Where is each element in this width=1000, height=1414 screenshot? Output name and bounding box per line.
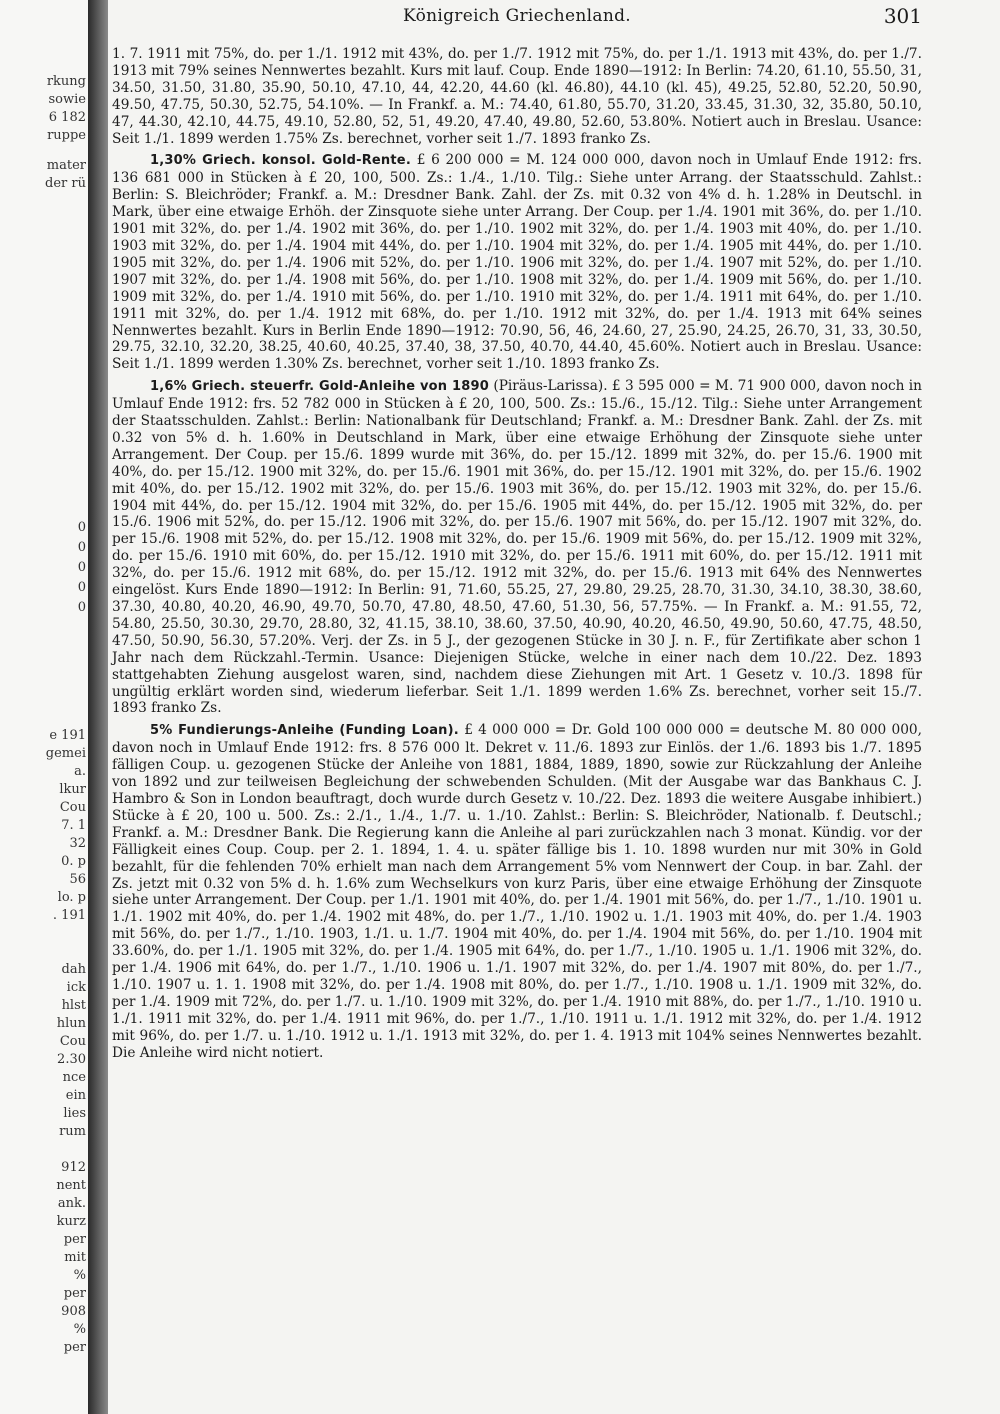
gutter-fragment: lies xyxy=(63,1106,86,1121)
entry-text: 1. 7. 1911 mit 75%, do. per 1./1. 1912 mit 43%, do. per 1./7. 1912 mit 75%, do. per 1./1. 1913 mit 43%, do. per 1./7. 1913 mit 79% seines Nennwertes bezahlt. Kurs mit lauf. Coup. Ende 1890—1912: In Berlin: 74.20, 61.10, 55.50, 31, 34.50, 31.50, 31.80, 35.90, 50.10, 47.10, 44, 42.20, 44.60 (kl. 46.80), 44.10 (kl. 45), 49.25, 52.80, 52.20, 50.90, 49.50, 47.75, 50.30, 52.75, 54.10%. — In Frankf. a. M.: 74.40, 61.80, 55.70, 31.20, 33.45, 31.30, 32, 35.80, 50.10, 47, 44.30, 42.10, 44.75, 49.10, 52.80, 52, 51, 49.20, 47.40, 49.80, 52.60, 53.80%. Notiert auch in Breslau. Usance: Seit 1./1. 1899 werden 1.75% Zs. berechnet, vorher seit 1./7. 1893 franko Zs. xyxy=(112,46,922,147)
gutter-fragment: 7. 1 xyxy=(61,818,86,833)
gutter-fragment: Cou xyxy=(59,800,86,815)
gutter-fragment: kurz xyxy=(56,1214,86,1229)
gutter-fragment: 0 xyxy=(77,560,86,575)
gutter-fragment: Cou xyxy=(59,1034,86,1049)
entry-loan-continuation xyxy=(112,46,922,147)
gutter-fragment: 912 xyxy=(61,1160,86,1175)
entry-text: (Piräus-Larissa). £ 3 595 000 = M. 71 900 000, davon noch in Umlauf Ende 1912: frs. 52 782 000 in Stücken à £ 20, 100, 500. Zs.: 15./6., 15./12. Tilg.: Siehe unter Arrangement der Staatsschulden. Zahlst.: Berlin: Nationalbank für Deutschland; Frankf. a. M.: Dresdner Bank. Zahl. der Zs. mit 0.32 von 5% d. h. 1.60% in Deutschland in Mark, über eine etwaige Erhöhung der Zinsquote siehe unter Arrangement. Der Coup. per 15./6. 1899 wurde mit 36%, do. per 15./12. 1899 mit 32%, do. per 15./6. 1900 mit 40%, do. per 15./12. 1900 mit 32%, do. per 15./6. 1901 mit 36%, do. per 15./12. 1901 mit 32%, do. per 15./6. 1902 mit 40%, do. per 15./12. 1902 mit 32%, do. per 15./6. 1903 mit 36%, do. per 15./12. 1903 mit 32%, do. per 15./6. 1904 mit 44%, do. per 15./12. 1904 mit 32%, do. per 15./6. 1905 mit 44%, do. per 15./12. 1905 mit 32%, do. per 15./6. 1906 mit 52%, do. per 15./12. 1906 mit 32%, do. per 15./6. 1907 mit 56%, do. per 15./12. 1907 mit 32%, do. per 15./6. 1908 mit 52%, do. per 15./12. 1908 mit 32%, do. per 15./6. 1909 mit 56%, do. per 15./12. 1909 mit 32%, do. per 15./6. 1910 mit 60%, do. per 15./12. 1910 mit 32%, do. per 15./6. 1911 mit 60%, do. per 15./12. 1911 mit 32%, do. per 15./6. 1912 mit 68%, do. per 15./12. 1912 mit 32%, do. per 15./6. 1913 mit 64% des Nennwertes eingelöst. Kurs Ende 1890—1912: In Berlin: 91, 71.60, 55.25, 27, 29.80, 29.25, 28.70, 31.30, 34.10, 38.30, 38.60, 37.30, 40.80, 40.20, 46.90, 49.70, 50.70, 47.80, 48.50, 47.60, 51.30, 56, 57.75%. — In Frankf. a. M.: 91.55, 72, 54.80, 25.50, 30.30, 29.70, 28.80, 32, 41.15, 38.10, 38.60, 37.50, 40.90, 40.20, 46.50, 49.90, 50.60, 47.75, 48.50, 47.50, 50.90, 56.30, 57.20%. Verj. der Zs. in 5 J., der gezogenen Stücke in 30 J. n. F., für Zertifikate aber schon 1 Jahr nach dem Rückzahl.-Termin. Usance: Diejenigen Stücke, welche in einer nach dem 10./22. Dez. 1893 stattgehabten Ziehung ausgelost waren, sind, nachdem diese Ziehungen mit Art. 1 Gesetz v. 10./3. 1898 für ungültig erklärt worden sind, wiederum lieferbar. Seit 1./1. 1899 werden 1.6% Zs. berechnet, vorher seit 15./7. 1893 franko Zs. xyxy=(112,378,923,717)
gutter-fragment: 0 xyxy=(77,580,86,595)
gutter-fragment: 2.30 xyxy=(57,1052,86,1067)
entry-konsol-gold-rente xyxy=(112,152,922,373)
entry-title: 1,30% Griech. konsol. Gold-Rente. xyxy=(150,153,411,169)
entry-funding-loan xyxy=(112,722,922,1061)
entry-title: 5% Fundierungs-Anleihe (Funding Loan). xyxy=(150,723,459,739)
gutter-fragment: der rü xyxy=(45,176,86,191)
entry-text: £ 4 000 000 = Dr. Gold 100 000 000 = deutsche M. 80 000 000, davon noch in Umlauf Ende 1912: frs. 8 576 000 lt. Dekret v. 11./6. 1893 zur Einlös. der 1./6. 1893 bis 1./7. 1895 fälligen Coup. u. gezogenen Stücke der Anleihe von 1881, 1884, 1889, 1890, sowie zur Rückzahlung der Anleihe von 1892 und zur teilweisen Begleichung der schwebenden Schulden. (Mit der Ausgabe war das Bankhaus C. J. Hambro & Son in London beauftragt, doch wurde durch Gesetz v. 10./22. Dez. 1893 die weitere Ausgabe inhibiert.) Stücke à £ 20, 100 u. 500. Zs.: 2./1., 1./4., 1./7. u. 1./10. Zahlst.: Berlin: S. Bleichröder, Nationalb. f. Deutschl.; Frankf. a. M.: Dresdner Bank. Die Regierung kann die Anleihe al pari zurückzahlen nach 3 monat. Kündig. vor der Fälligkeit eines Coup. Coup. per 2. 1. 1894, 1. 4. u. später fällige bis 1. 10. 1898 wurden nur mit 30% in Gold bezahlt, für die fehlenden 70% erhielt man nach dem Arrangement 5% vom Nennwert der Coup. in bar. Zahl. der Zs. jetzt mit 0.32 von 5% d. h. 1.6% zum Wechselkurs von kurz Paris, über eine etwaige Erhöhung der Zinsquote siehe unter Arrangement. Der Coup. per 1./1. 1901 mit 40%, do. per 1./4. 1901 mit 56%, do. per 1./7., 1./10. 1901 u. 1./1. 1902 mit 40%, do. per 1./4. 1902 mit 48%, do. per 1./7., 1./10. 1902 u. 1./1. 1903 mit 40%, do. per 1./4. 1903 mit 56%, do. per 1./7., 1./10. 1903, 1./1. u. 1./7. 1904 mit 40%, do. per 1./4. 1904 mit 56%, do. per 1./10. 1904 mit 33.60%, do. per 1./1. 1905 mit 32%, do. per 1./4. 1905 mit 64%, do. per 1./7., 1./10. 1905 u. 1./1. 1906 mit 32%, do. per 1./4. 1906 mit 64%, do. per 1./7., 1./10. 1906 u. 1./1. 1907 mit 32%, do. per 1./4. 1907 mit 80%, do. per 1./7., 1./10. 1907 u. 1. 1. 1908 mit 32%, do. per 1./4. 1908 mit 80%, do. per 1./7., 1./10. 1908 u. 1./1. 1909 mit 32%, do. per 1./4. 1909 mit 72%, do. per 1./7. u. 1./10. 1909 mit 32%, do. per 1./4. 1910 mit 88%, do. per 1./7., 1./10. 1910 u. 1./1. 1911 mit 32%, do. per 1./4. 1911 mit 96%, do. per 1./7., 1./10. 1911 u. 1./1. 1912 mit 32%, do. per 1./4. 1912 mit 96%, do. per 1./7. u. 1./10. 1912 u. 1./1. 1913 mit 32%, do. per 1. 4. 1913 mit 104% seines Nennwertes bezahlt. Die Anleihe wird nicht notiert. xyxy=(112,722,922,1061)
page-content xyxy=(112,46,922,1066)
gutter-fragment: . 191 xyxy=(52,908,86,923)
gutter-fragment: per xyxy=(63,1286,86,1301)
gutter-fragment: mater xyxy=(46,158,86,173)
gutter-fragment: lkur xyxy=(59,782,86,797)
gutter-fragment: ruppe xyxy=(47,128,86,143)
gutter-fragment: 56 xyxy=(69,872,86,887)
gutter-fragment: a. xyxy=(74,764,86,779)
gutter-fragment: per xyxy=(63,1340,86,1355)
gutter-fragment: 0 xyxy=(77,520,86,535)
gutter-fragment: mit xyxy=(64,1250,86,1265)
page-header-title: Königreich Griechenland. xyxy=(403,6,631,26)
gutter-fragment: 0 xyxy=(77,600,86,615)
gutter-fragment: ick xyxy=(66,980,86,995)
gutter-fragment: rkung xyxy=(46,74,86,89)
entry-paragraph xyxy=(112,152,922,373)
gutter-fragment: hlun xyxy=(56,1016,86,1031)
page-number: 301 xyxy=(883,4,922,28)
entry-paragraph xyxy=(112,722,922,1061)
book-binding-shadow xyxy=(88,0,108,1414)
gutter-fragment: rum xyxy=(59,1124,86,1139)
gutter-fragment: % xyxy=(73,1322,86,1337)
gutter-fragment: ank. xyxy=(57,1196,86,1211)
entry-title: 1,6% Griech. steuerfr. Gold-Anleihe von 1890 xyxy=(150,379,489,395)
entry-gold-anleihe-1890 xyxy=(112,378,922,717)
left-page-gutter xyxy=(0,0,88,1414)
gutter-fragment: gemei xyxy=(45,746,86,761)
gutter-fragment: 0 xyxy=(77,540,86,555)
page xyxy=(112,0,992,1414)
gutter-fragment: 32 xyxy=(69,836,86,851)
gutter-fragment: sowie xyxy=(48,92,86,107)
gutter-fragment: % xyxy=(73,1268,86,1283)
gutter-fragment: lo. p xyxy=(57,890,86,905)
entry-paragraph xyxy=(112,378,922,717)
gutter-fragment: nent xyxy=(56,1178,86,1193)
entry-text: £ 6 200 000 = M. 124 000 000, davon noch in Umlauf Ende 1912: frs. 136 681 000 in Stücken à £ 20, 100, 500. Zs.: 1./4., 1./10. Tilg.: Siehe unter Arrang. der Staatsschuld. Zahlst.: Berlin: S. Bleichröder; Frankf. a. M.: Dresdner Bank. Zahl. der Zs. mit 0.32 von 4% d. h. 1.28% in Deutschl. in Mark, über eine etwaige Erhöh. der Zinsquote siehe unter Arrang. Der Coup. per 1./4. 1901 mit 36%, do. per 1./10. 1901 mit 32%, do. per 1./4. 1902 mit 36%, do. per 1./10. 1902 mit 32%, do. per 1./4. 1903 mit 40%, do. per 1./10. 1903 mit 32%, do. per 1./4. 1904 mit 44%, do. per 1./10. 1904 mit 32%, do. per 1./4. 1905 mit 44%, do. per 1./10. 1905 mit 32%, do. per 1./4. 1906 mit 52%, do. per 1./10. 1906 mit 32%, do. per 1./4. 1907 mit 52%, do. per 1./10. 1907 mit 32%, do. per 1./4. 1908 mit 56%, do. per 1./10. 1908 mit 32%, do. per 1./4. 1909 mit 56%, do. per 1./10. 1909 mit 32%, do. per 1./4. 1910 mit 56%, do. per 1./10. 1910 mit 32%, do. per 1./4. 1911 mit 64%, do. per 1./10. 1911 mit 32%, do. per 1./4. 1912 mit 68%, do. per 1./10. 1912 mit 32%, do. per 1./4. 1913 mit 64% seines Nennwertes bezahlt. Kurs in Berlin Ende 1890—1912: 70.90, 56, 46, 24.60, 27, 25.90, 24.25, 26.70, 31, 33, 30.50, 29.75, 32.10, 32.20, 38.25, 40.60, 40.25, 37.40, 38, 37.50, 40.70, 44.40, 45.60%. Notiert auch in Breslau. Usance: Seit 1./1. 1899 werden 1.30% Zs. berechnet, vorher seit 1./10. 1893 franko Zs. xyxy=(112,152,923,373)
gutter-fragment: hlst xyxy=(61,998,86,1013)
gutter-fragment: 0. p xyxy=(61,854,86,869)
gutter-fragment: e 191 xyxy=(49,728,86,743)
gutter-fragment: per xyxy=(63,1232,86,1247)
gutter-fragment: 908 xyxy=(61,1304,86,1319)
gutter-fragment: 6 182 xyxy=(48,110,86,125)
gutter-fragment: nce xyxy=(62,1070,86,1085)
gutter-fragment: ein xyxy=(65,1088,86,1103)
gutter-fragment: dah xyxy=(61,962,86,977)
